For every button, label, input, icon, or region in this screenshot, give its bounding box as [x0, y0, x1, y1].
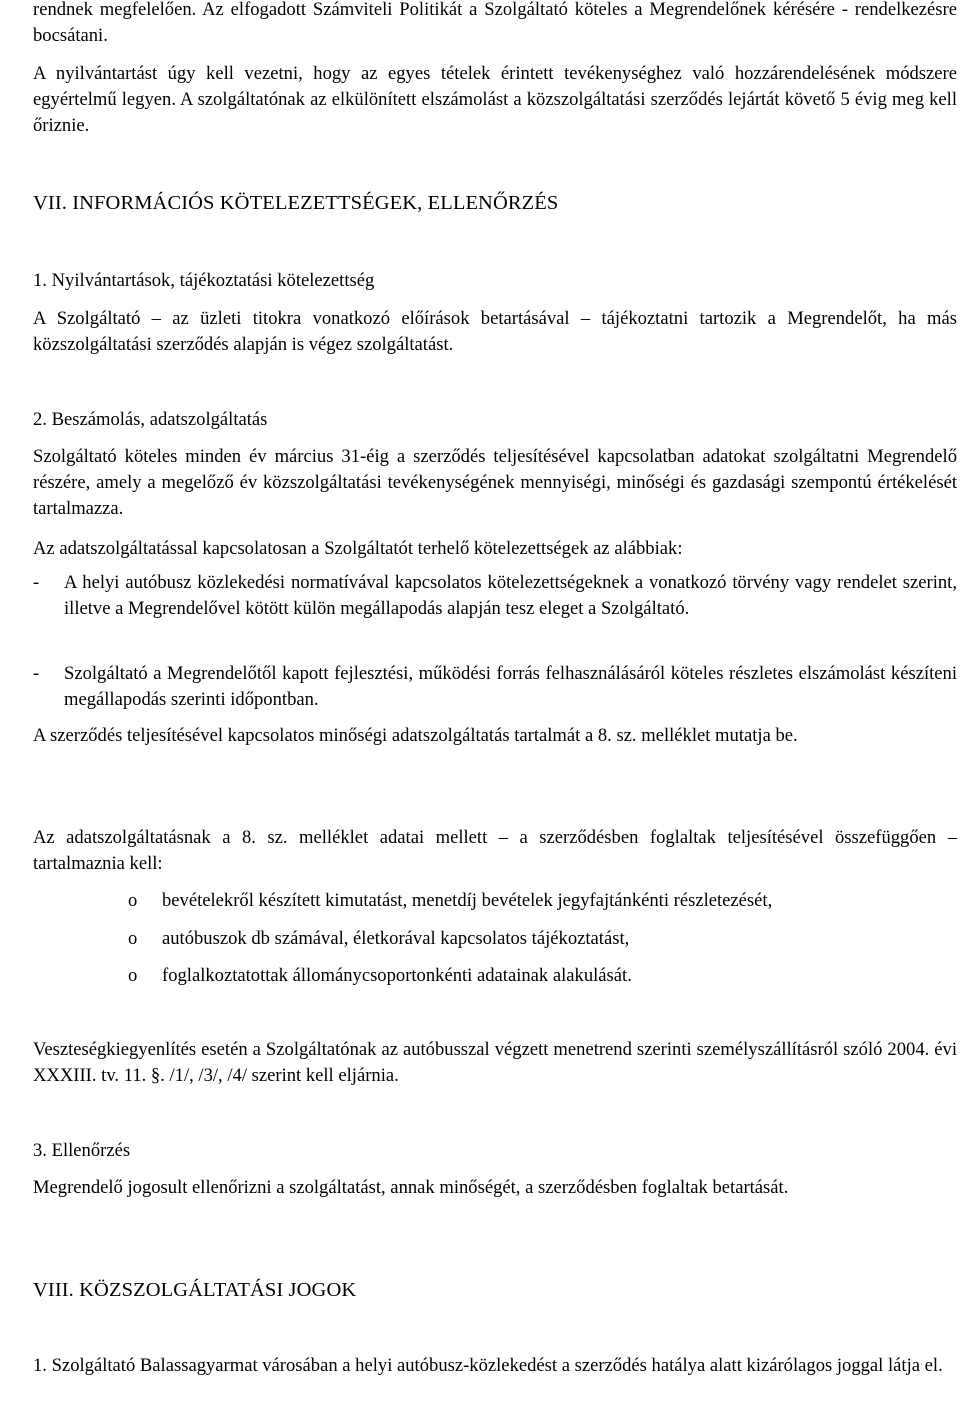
list-item-text: autóbuszok db számával, életkorával kapcsolatos tájékoztatást, [162, 928, 630, 949]
document-body [33, 0, 957, 1406]
section-viii-heading: VIII. KÖZSZOLGÁLTATÁSI JOGOK [33, 1279, 357, 1301]
list-item [128, 926, 957, 952]
subsection-3-title: 3. Ellenőrzés [33, 1140, 131, 1161]
records-paragraph: A nyilvántartást úgy kell vezetni, hogy az egyes tételek érintett tevékenységhez való hozzárendelésének módszere egyértelmű legyen. A szolgáltatónak az elkülönített elszámolást a közszolgáltatási szerződés lejártát követő 5 évig meg kell őriznie. [33, 63, 957, 137]
obligations-intro: Az adatszolgáltatással kapcsolatosan a Szolgáltatót terhelő kötelezettségek az alábbiak: [33, 538, 683, 559]
section-vii-heading: VII. INFORMÁCIÓS KÖTELEZETTSÉGEK, ELLENŐRZÉS [33, 192, 559, 214]
list-item-text: Szolgáltató a Megrendelőtől kapott fejlesztési, működési forrás felhasználásáról köteles részletes elszámolást készíteni megállapodás szerinti időpontban. [64, 663, 957, 711]
bullet-marker: o [128, 965, 138, 986]
intro-paragraph: rendnek megfelelően. Az elfogadott Számviteli Politikát a Szolgáltató köteles a Megrendelőnek kérésére - rendelkezésre bocsátani. [33, 0, 957, 47]
quality-data-paragraph: A szerződés teljesítésével kapcsolatos minőségi adatszolgáltatás tartalmát a 8. sz. melléklet mutatja be. [33, 725, 798, 746]
reporting-paragraph: Szolgáltató köteles minden év március 31-éig a szerződés teljesítésével kapcsolatban adatokat szolgáltatni Megrendelő részére, amely a megelőző év közszolgáltatási tevékenységének mennyiségi, minőségi és gazdasági szempontú értékelését tartalmazza. [33, 446, 957, 520]
bullet-marker: o [128, 890, 138, 911]
section-viii-item-1: 1. Szolgáltató Balassagyarmat városában a helyi autóbusz-közlekedést a szerződés hatálya alatt kizárólagos joggal látja el. [33, 1355, 943, 1376]
subsection-2-title: 2. Beszámolás, adatszolgáltatás [33, 409, 268, 430]
list-item [128, 888, 957, 914]
dash-marker: - [33, 663, 40, 684]
subsection-1-title: 1. Nyilvántartások, tájékoztatási kötelezettség [33, 270, 375, 291]
subsection-1-text: A Szolgáltató – az üzleti titokra vonatkozó előírások betartásával – tájékoztatni tartozik a Megrendelőt, ha más közszolgáltatási szerződés alapján is végez szolgáltatást. [33, 308, 957, 356]
bullet-marker: o [128, 928, 138, 949]
data-content-paragraph: Az adatszolgáltatásnak a 8. sz. melléklet adatai mellett – a szerződésben foglaltak teljesítésével összefüggően – tartalmaznia kell: [33, 827, 957, 875]
dash-marker: - [33, 572, 40, 593]
list-item [128, 963, 957, 989]
list-item-text: A helyi autóbusz közlekedési normatívával kapcsolatos kötelezettségeknek a vonatkozó törvény vagy rendelet szerint, illetve a Megrendelővel kötött külön megállapodás alapján tesz eleget a Szolgáltató. [64, 572, 957, 620]
loss-compensation-paragraph: Veszteségkiegyenlítés esetén a Szolgáltatónak az autóbusszal végzett menetrend szerinti személyszállításról szóló 2004. évi XXXIII. tv. 11. §. /1/, /3/, /4/ szerint kell eljárnia. [33, 1039, 957, 1087]
list-item [33, 661, 957, 713]
list-item-text: foglalkoztatottak állománycsoportonkénti adatainak alakulását. [162, 965, 632, 986]
inspection-paragraph: Megrendelő jogosult ellenőrizni a szolgáltatást, annak minőségét, a szerződésben foglaltak betartását. [33, 1177, 789, 1198]
list-item [33, 570, 957, 622]
list-item-text: bevételekről készített kimutatást, menetdíj bevételek jegyfajtánkénti részletezését, [162, 890, 773, 911]
